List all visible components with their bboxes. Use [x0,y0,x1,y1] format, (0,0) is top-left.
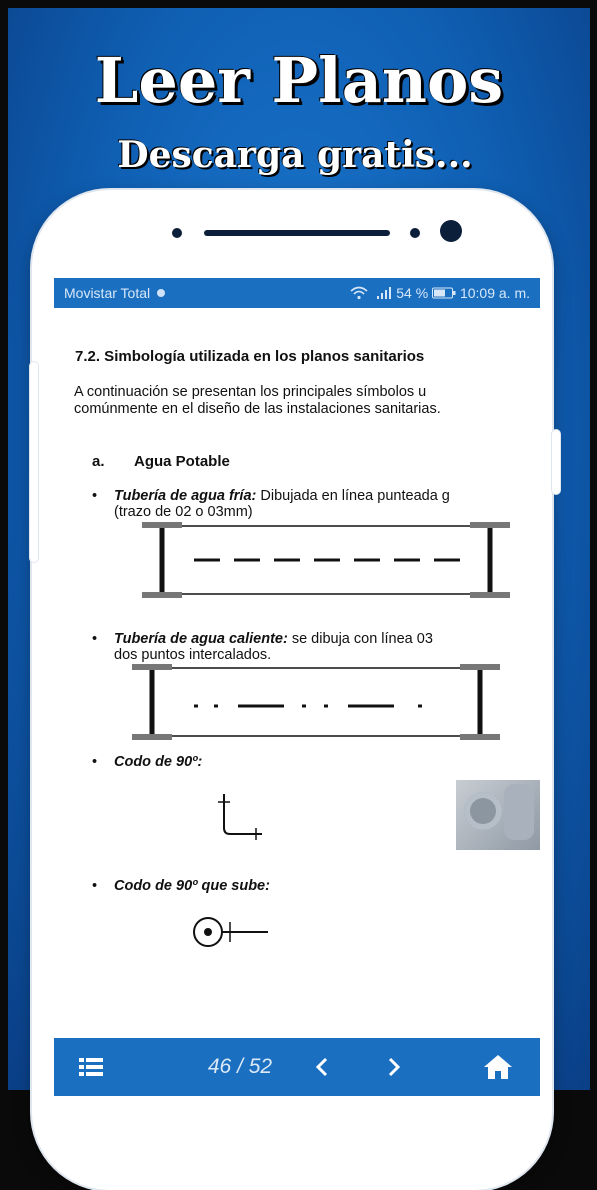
list-icon[interactable] [68,1038,114,1096]
subsection-heading: a. Agua Potable [92,453,230,470]
clock-time: 10:09 a. m. [459,285,530,301]
intro-paragraph: A continuación se presentan los principales símbolos u comúnmente en el diseño de las instalaciones sanitarias. [74,384,441,417]
section-title: 7.2. Simbología utilizada en los planos sanitarios [75,348,425,365]
promo-subheadline: Descarga gratis... [117,134,473,176]
battery-icon [432,287,456,299]
list-item: • Tubería de agua caliente: se dibuja con línea 03 dos puntos intercalados. [92,631,433,663]
signal-icon [376,287,392,299]
phone-side-button-right [552,430,560,494]
phone-speaker [204,230,390,236]
bottom-toolbar [54,1038,540,1096]
carrier-label: Movistar Total [64,285,165,301]
promo-headline: Leer Planos [94,44,504,117]
chevron-left-icon[interactable] [304,1038,340,1096]
status-bar [54,278,540,308]
phone-side-button-left [30,362,38,562]
status-indicators [350,285,530,301]
elbow-fitting-photo [456,780,540,850]
list-item: • Codo de 90º: [92,754,203,770]
phone-sensor-dot [172,228,182,238]
list-item: • Codo de 90º que sube: [92,878,270,894]
phone-sensor-dot [410,228,420,238]
page-indicator: 46 / 52 [207,1055,273,1078]
home-icon[interactable] [474,1038,522,1096]
list-item: • Tubería de agua fría: Dibujada en línea punteada g (trazo de 02 o 03mm) [92,488,450,520]
elbow-90-up-symbol [188,912,274,952]
cold-water-pipe-symbol [136,520,516,600]
hot-water-pipe-symbol [126,662,506,742]
shield-icon [157,289,165,297]
chevron-right-icon[interactable] [376,1038,412,1096]
document-page[interactable] [54,308,540,1038]
elbow-90-symbol [214,790,274,850]
battery-percent: 54 % [396,285,429,301]
wifi-icon [350,286,368,300]
app-screen [54,278,540,1096]
phone-camera [440,220,462,242]
